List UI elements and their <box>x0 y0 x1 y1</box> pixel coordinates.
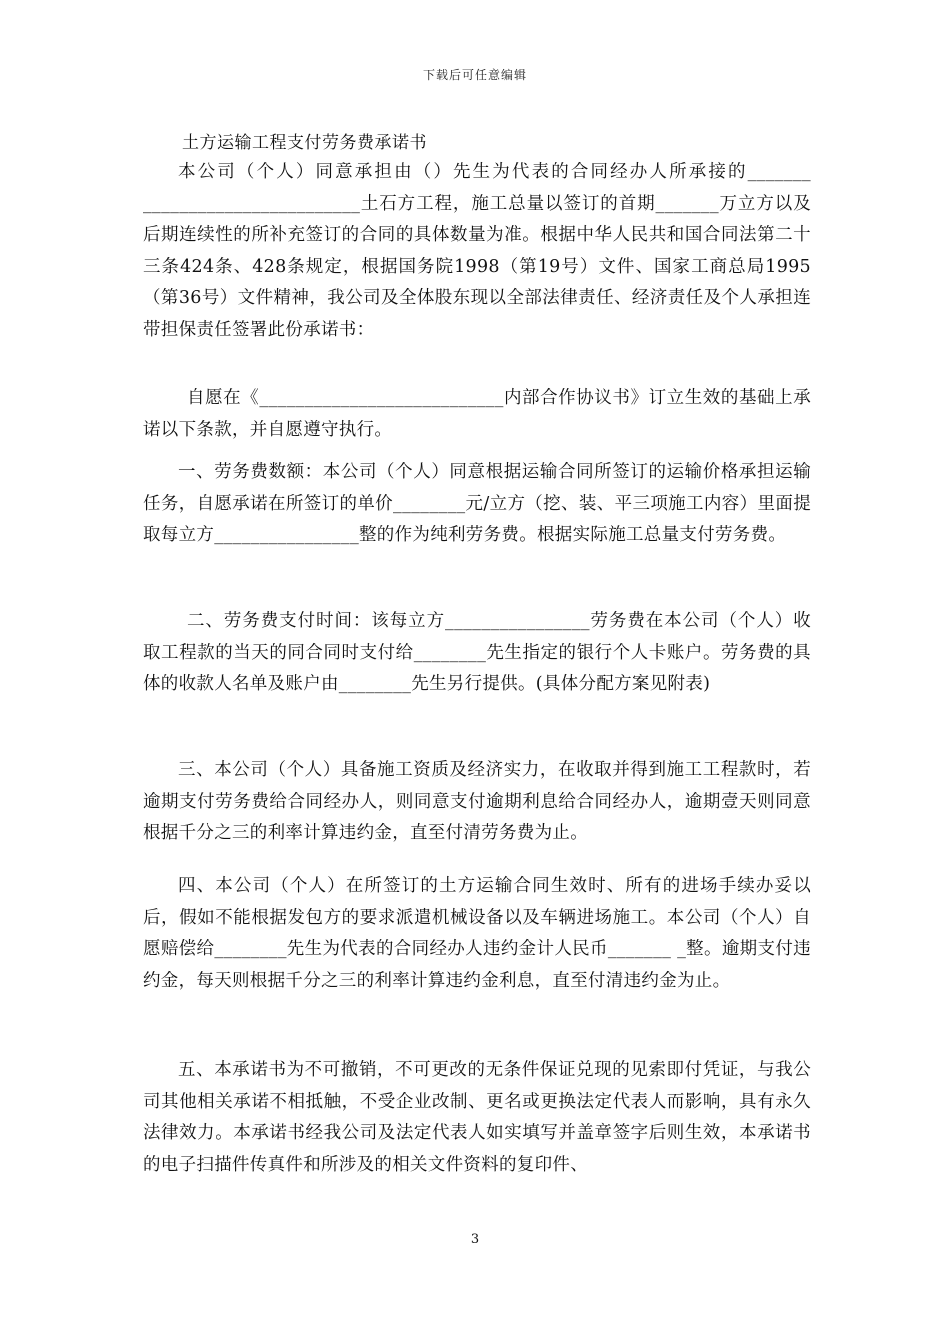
paragraph-clause-4: 四、本公司（个人）在所签订的土方运输合同生效时、所有的进场手续办妥以后，假如不能根据发包方的要求派遣机械设备以及车辆进场施工。本公司（个人）自愿赔偿给________先生为代表的合同经办人违约金计人民币_______ _整。逾期支付违约金，每天则根据千分之三的利率计算违约金利息，直至付清违约金为止。 <box>143 876 811 991</box>
document-title: 土方运输工程支付劳务费承诺书 <box>182 133 427 153</box>
paragraph-intro: 本公司（个人）同意承担由（）先生为代表的合同经办人所承接的_______ ________________________土石方工程，施工总量以签订的首期_______万立方以及后期连续性的所补充签订的合同的具体数量为准。根据中华人民共和国合同法第二十三条424条、428条规定，根据国务院1998（第19号）文件、国家工商总局1995（第36号）文件精神，我公司及全体股东现以全部法律责任、经济责任及个人承担连带担保责任签署此份承诺书： <box>143 162 811 340</box>
paragraph-voluntary: 自愿在《___________________________内部合作协议书》订立生效的基础上承诺以下条款，并自愿遵守执行。 <box>143 388 811 440</box>
paragraph-clause-2: 二、劳务费支付时间：该每立方________________劳务费在本公司（个人）收取工程款的当天的同合同时支付给________先生指定的银行个人卡账户。劳务费的具体的收款人名单及账户由________先生另行提供。(具体分配方案见附表) <box>143 611 811 695</box>
paragraph-clause-3: 三、本公司（个人）具备施工资质及经济实力，在收取并得到施工工程款时，若逾期支付劳务费给合同经办人，则同意支付逾期利息给合同经办人，逾期壹天则同意根据千分之三的利率计算违约金，直至付清劳务费为止。 <box>143 760 811 844</box>
page-number: 3 <box>470 1232 480 1247</box>
paragraph-clause-1: 一、劳务费数额：本公司（个人）同意根据运输合同所签订的运输价格承担运输任务，自愿承诺在所签订的单价________元/立方（挖、装、平三项施工内容）里面提取每立方________________整的作为纯利劳务费。根据实际施工总量支付劳务费。 <box>143 462 811 546</box>
paragraph-clause-5: 五、本承诺书为不可撤销，不可更改的无条件保证兑现的见索即付凭证，与我公司其他相关承诺不相抵触，不受企业改制、更名或更换法定代表人而影响，具有永久法律效力。本承诺书经我公司及法定代表人如实填写并盖章签字后则生效，本承诺书的电子扫描件传真件和所涉及的相关文件资料的复印件、 <box>143 1060 811 1175</box>
page-header-note: 下载后可任意编辑 <box>422 68 527 82</box>
